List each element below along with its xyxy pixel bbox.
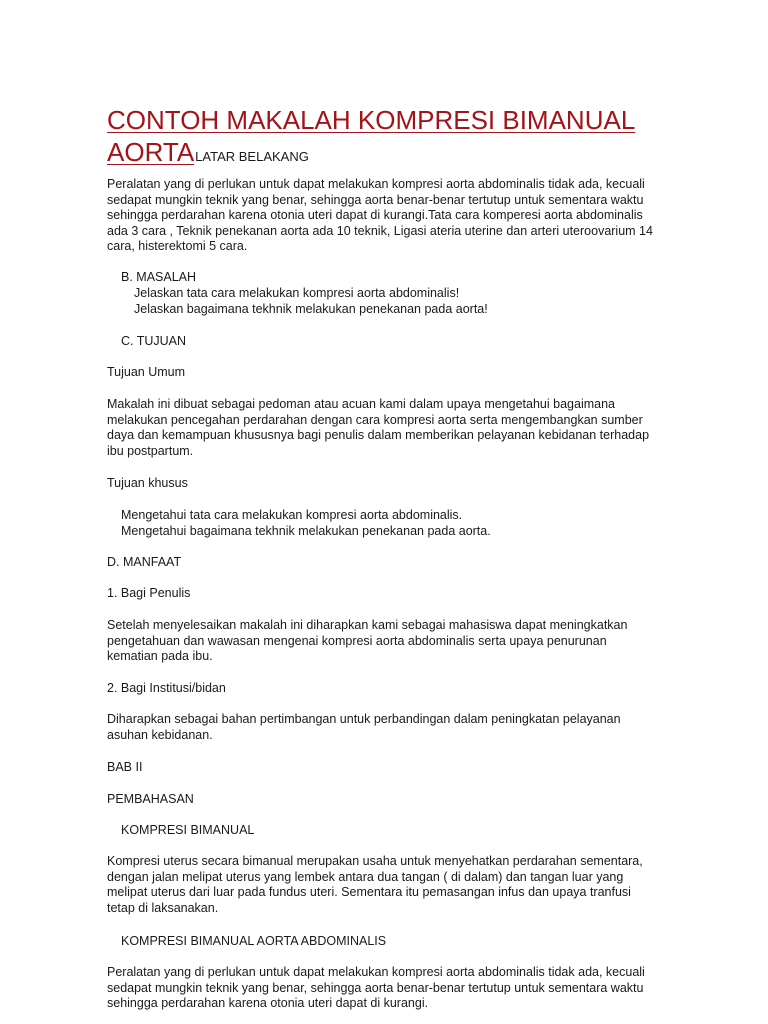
text-line: sehingga perdarahan karena otonia uteri dapat di kurangi.Tata cara komperesi aorta abdominalis <box>107 208 643 222</box>
kompresi-aorta-paragraph <box>107 965 667 1012</box>
kompresi-bimanual-paragraph <box>107 854 667 916</box>
text-line: asuhan kebidanan. <box>107 727 213 742</box>
text-line: Kompresi uterus secara bimanual merupakan usaha untuk menyehatkan perdarahan sementara, <box>107 854 643 868</box>
text-line: Setelah menyelesaikan makalah ini diharapkan kami sebagai mahasiswa dapat meningkatkan <box>107 618 628 632</box>
list-item: Mengetahui tata cara melakukan kompresi aorta abdominalis. <box>121 508 463 522</box>
tujuan-khusus-list <box>121 508 681 539</box>
text-line: sehingga perdarahan karena otonia uteri dapat di kurangi. <box>107 996 429 1010</box>
text-line: ada 3 cara , Teknik penekanan aorta ada 10 teknik, Ligasi ateria uterine dan arteri uteroovarium 14 <box>107 223 653 238</box>
list-item: Mengetahui bagaimana tekhnik melakukan penekanan pada aorta. <box>121 523 491 538</box>
text-line: Peralatan yang di perlukan untuk dapat melakukan kompresi aorta abdominalis tidak ada, kecuali <box>107 177 645 191</box>
list-item: Jelaskan bagaimana tekhnik melakukan penekanan pada aorta! <box>134 301 488 316</box>
tujuan-khusus-label: Tujuan khusus <box>107 476 188 490</box>
subtitle: LATAR BELAKANG <box>195 149 309 164</box>
section-heading-tujuan: C. TUJUAN <box>121 334 187 348</box>
tujuan-umum-label: Tujuan Umum <box>107 365 186 379</box>
section-heading-kompresi-aorta: KOMPRESI BIMANUAL AORTA ABDOMINALIS <box>121 934 387 948</box>
bagi-penulis-label: 1. Bagi Penulis <box>107 586 191 600</box>
text-line: cara, histerektomi 5 cara. <box>107 239 248 253</box>
intro-paragraph <box>107 177 667 255</box>
text-line: Diharapkan sebagai bahan pertimbangan untuk perbandingan dalam peningkatan pelayanan <box>107 712 621 726</box>
text-line: tetap di laksanakan. <box>107 900 219 915</box>
page-title <box>107 104 667 173</box>
section-heading-masalah: B. MASALAH <box>121 270 197 284</box>
text-line: dengan jalan melipat uterus yang lembek antara dua tangan ( di dalam) dan tangan luar yang <box>107 869 624 884</box>
text-line: pengetahuan dan wawasan mengenai kompresi aorta abdominalis serta upaya penurunan <box>107 633 607 648</box>
text-line: Makalah ini dibuat sebagai pedoman atau acuan kami dalam upaya mengetahui bagaimana <box>107 397 615 411</box>
bagi-institusi-label: 2. Bagi Institusi/bidan <box>107 681 226 695</box>
text-line: sedapat mungkin teknik yang benar, sehingga aorta benar-benar tertutup untuk sementara waktu <box>107 980 644 995</box>
text-line: kematian pada ibu. <box>107 649 213 663</box>
text-line: sedapat mungkin teknik yang benar, sehingga aorta benar-benar tertutup untuk sementara waktu <box>107 192 644 207</box>
chapter-title: PEMBAHASAN <box>107 792 194 806</box>
list-item: Jelaskan tata cara melakukan kompresi aorta abdominalis! <box>134 286 460 300</box>
text-line: melipat uterus dari luar pada fundus uteri. Sementara itu pemasangan infus dan upaya tranfusi <box>107 885 631 899</box>
bagi-institusi-paragraph <box>107 712 667 743</box>
title-text: CONTOH MAKALAH KOMPRESI BIMANUAL AORTA <box>107 105 636 167</box>
text-line: Peralatan yang di perlukan untuk dapat melakukan kompresi aorta abdominalis tidak ada, kecuali <box>107 965 645 979</box>
masalah-list <box>134 286 694 317</box>
tujuan-umum-paragraph <box>107 397 667 459</box>
bagi-penulis-paragraph <box>107 618 667 665</box>
text-line: daya dan kemampuan khususnya bagi penulis dalam memberikan pelayanan kebidanan terhadap <box>107 428 650 442</box>
text-line: melakukan pencegahan perdarahan dengan cara kompresi aorta serta mengembangkan sumber <box>107 412 643 427</box>
section-heading-kompresi-bimanual: KOMPRESI BIMANUAL <box>121 823 255 837</box>
text-line: ibu postpartum. <box>107 443 194 458</box>
chapter-label: BAB II <box>107 760 143 774</box>
section-heading-manfaat: D. MANFAAT <box>107 555 182 569</box>
